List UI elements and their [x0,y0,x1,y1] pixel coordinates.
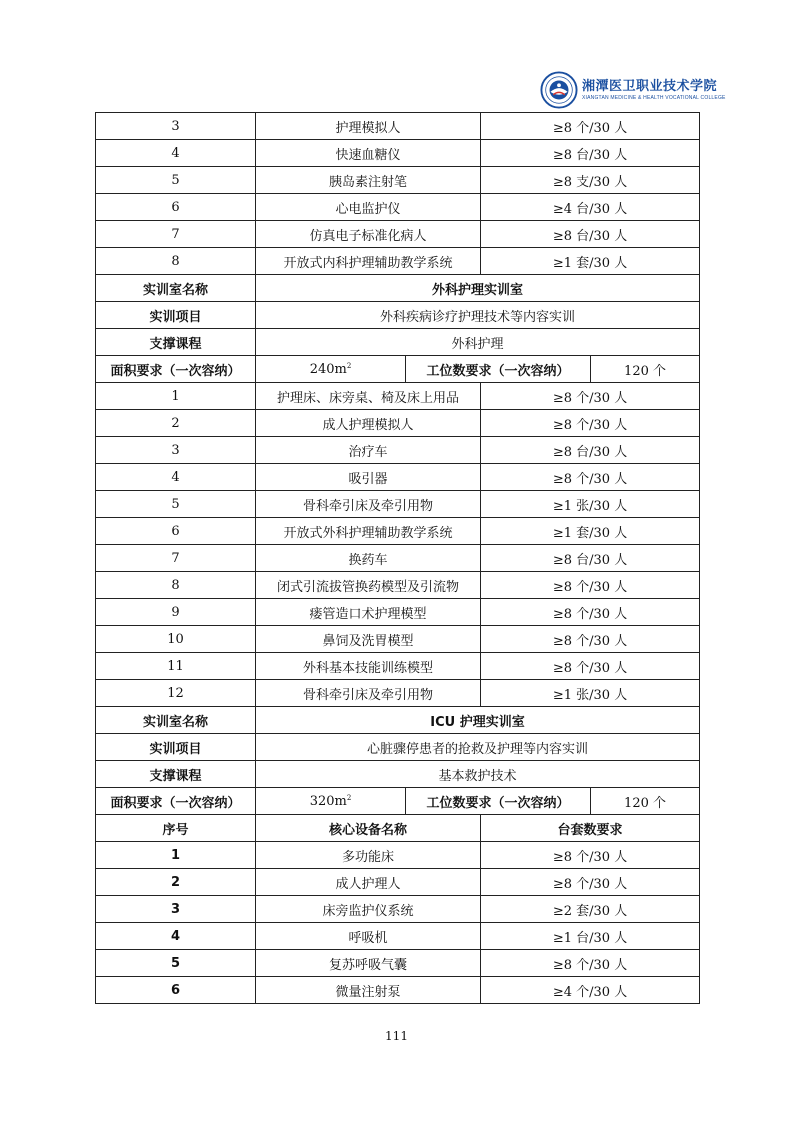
row-number: 10 [96,626,256,653]
equipment-quantity: ≥1 张/30 人 [481,680,700,707]
equipment-name: 呼吸机 [256,923,481,950]
equipment-quantity: ≥8 个/30 人 [481,113,700,140]
table-row [96,599,700,626]
equipment-quantity: ≥8 台/30 人 [481,545,700,572]
table-row [96,194,700,221]
equipment-quantity: ≥8 个/30 人 [481,410,700,437]
table-row [96,923,700,950]
table-row [96,545,700,572]
row-number: 6 [96,977,256,1004]
stations-value: 120 个 [591,356,700,383]
row-number: 4 [96,464,256,491]
equipment-name: 开放式外科护理辅助教学系统 [256,518,481,545]
equipment-quantity: ≥8 个/30 人 [481,626,700,653]
row-number: 8 [96,248,256,275]
equipment-quantity: ≥8 个/30 人 [481,950,700,977]
equipment-name: 仿真电子标准化病人 [256,221,481,248]
surgery-room-row [96,275,700,302]
table-row [96,869,700,896]
equipment-name: 多功能床 [256,842,481,869]
table-row [96,653,700,680]
row-number: 12 [96,680,256,707]
table-row [96,437,700,464]
row-number: 2 [96,869,256,896]
equipment-name: 护理模拟人 [256,113,481,140]
equipment-quantity: ≥8 台/30 人 [481,140,700,167]
equipment-name: 换药车 [256,545,481,572]
column-header-number: 序号 [96,815,256,842]
icu-area-row [96,788,700,815]
course-label: 支撑课程 [96,761,256,788]
row-number: 1 [96,842,256,869]
project-label: 实训项目 [96,734,256,761]
equipment-name: 胰岛素注射笔 [256,167,481,194]
course-value: 基本救护技术 [256,761,700,788]
equipment-name: 成人护理人 [256,869,481,896]
equipment-name: 外科基本技能训练模型 [256,653,481,680]
room-name-label: 实训室名称 [96,275,256,302]
icu-room-row [96,707,700,734]
row-number: 9 [96,599,256,626]
surgery-project-row [96,302,700,329]
surgery-course-row [96,329,700,356]
equipment-name: 快速血糖仪 [256,140,481,167]
area-label: 面积要求（一次容纳） [96,356,256,383]
equipment-quantity: ≥8 支/30 人 [481,167,700,194]
equipment-quantity: ≥8 个/30 人 [481,842,700,869]
row-number: 3 [96,896,256,923]
equipment-quantity: ≥8 个/30 人 [481,869,700,896]
course-label: 支撑课程 [96,329,256,356]
table-row [96,491,700,518]
equipment-quantity: ≥4 台/30 人 [481,194,700,221]
equipment-quantity: ≥4 个/30 人 [481,977,700,1004]
table-row [96,140,700,167]
row-number: 1 [96,383,256,410]
equipment-name: 瘘管造口术护理模型 [256,599,481,626]
equipment-quantity: ≥8 个/30 人 [481,464,700,491]
equipment-quantity: ≥8 台/30 人 [481,437,700,464]
row-number: 5 [96,491,256,518]
project-value: 外科疾病诊疗护理技术等内容实训 [256,302,700,329]
equipment-quantity: ≥1 套/30 人 [481,248,700,275]
stations-value: 120 个 [591,788,700,815]
row-number: 3 [96,437,256,464]
equipment-name: 护理床、床旁桌、椅及床上用品 [256,383,481,410]
project-label: 实训项目 [96,302,256,329]
icu-course-row [96,761,700,788]
page-number: 111 [385,1029,408,1043]
area-label: 面积要求（一次容纳） [96,788,256,815]
table-row [96,626,700,653]
equipment-name: 开放式内科护理辅助教学系统 [256,248,481,275]
table-row [96,950,700,977]
row-number: 8 [96,572,256,599]
table-row [96,464,700,491]
equipment-quantity: ≥1 张/30 人 [481,491,700,518]
table-row [96,572,700,599]
equipment-quantity: ≥2 套/30 人 [481,896,700,923]
equipment-quantity: ≥8 个/30 人 [481,653,700,680]
equipment-table [95,112,700,1004]
area-value: $240m^2$ [256,356,406,383]
row-number: 4 [96,923,256,950]
surgery-area-row [96,356,700,383]
equipment-name: 骨科牵引床及牵引用物 [256,491,481,518]
equipment-name: 骨科牵引床及牵引用物 [256,680,481,707]
college-name: 湘潭医卫职业技术学院 [582,78,718,94]
table-row [96,167,700,194]
equipment-quantity: ≥1 套/30 人 [481,518,700,545]
row-number: 5 [96,167,256,194]
equipment-name: 成人护理模拟人 [256,410,481,437]
college-name-en: XIANGTAN MEDICINE & HEALTH VOCATIONAL COLLEGE [582,94,726,101]
room-name-label: 实训室名称 [96,707,256,734]
room-name: ICU 护理实训室 [256,707,700,734]
equipment-name: 吸引器 [256,464,481,491]
row-number: 3 [96,113,256,140]
equipment-name: 复苏呼吸气囊 [256,950,481,977]
equipment-quantity: ≥8 台/30 人 [481,221,700,248]
table-row [96,410,700,437]
project-value: 心脏骤停患者的抢救及护理等内容实训 [256,734,700,761]
row-number: 5 [96,950,256,977]
area-value: $320m^2$ [256,788,406,815]
equipment-name: 微量注射泵 [256,977,481,1004]
row-number: 2 [96,410,256,437]
equipment-quantity: ≥1 台/30 人 [481,923,700,950]
table-row [96,518,700,545]
college-emblem-icon [540,71,578,109]
equipment-name: 床旁监护仪系统 [256,896,481,923]
table-row [96,383,700,410]
column-header-quantity: 台套数要求 [481,815,700,842]
equipment-quantity: ≥8 个/30 人 [481,383,700,410]
icu-column-header-row [96,815,700,842]
equipment-quantity: ≥8 个/30 人 [481,572,700,599]
column-header-name: 核心设备名称 [256,815,481,842]
equipment-name: 心电监护仪 [256,194,481,221]
row-number: 7 [96,545,256,572]
college-logo [540,70,726,110]
row-number: 6 [96,194,256,221]
table-row [96,221,700,248]
equipment-quantity: ≥8 个/30 人 [481,599,700,626]
table-row [96,842,700,869]
table-row [96,680,700,707]
room-name: 外科护理实训室 [256,275,700,302]
table-row [96,896,700,923]
row-number: 4 [96,140,256,167]
stations-label: 工位数要求（一次容纳） [406,356,591,383]
row-number: 6 [96,518,256,545]
row-number: 7 [96,221,256,248]
course-value: 外科护理 [256,329,700,356]
table-row [96,977,700,1004]
icu-project-row [96,734,700,761]
stations-label: 工位数要求（一次容纳） [406,788,591,815]
equipment-name: 鼻饲及洗胃模型 [256,626,481,653]
equipment-name: 闭式引流拔管换药模型及引流物 [256,572,481,599]
row-number: 11 [96,653,256,680]
equipment-name: 治疗车 [256,437,481,464]
table-row [96,248,700,275]
table-row [96,113,700,140]
